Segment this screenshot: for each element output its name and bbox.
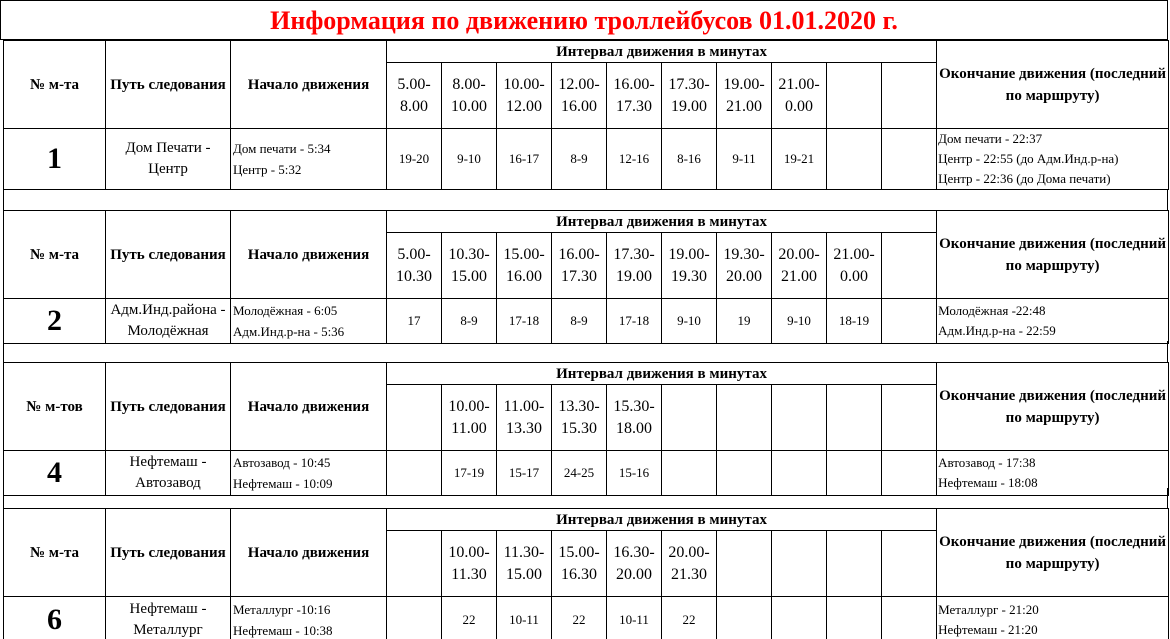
- time-slot: 16.30- 20.00: [607, 531, 662, 597]
- interval-value: 22: [442, 597, 497, 639]
- time-slot: 10.00- 11.00: [442, 385, 497, 451]
- interval-value: 8-9: [552, 299, 607, 344]
- time-slot: 19.00- 19.30: [662, 233, 717, 299]
- interval-value: 19: [717, 299, 772, 344]
- time-slot: 5.00- 8.00: [387, 63, 442, 129]
- interval-value: 8-16: [662, 129, 717, 190]
- start-times: [231, 129, 387, 190]
- end-times: [937, 299, 1169, 344]
- time-slot: 5.00- 10.30: [387, 233, 442, 299]
- start-header: Начало движения: [231, 509, 387, 597]
- time-slot: 15.00- 16.30: [552, 531, 607, 597]
- end-header: Окончание движения (последний по маршруту): [937, 211, 1169, 299]
- end-time: Автозавод - 17:38: [938, 455, 1036, 470]
- interval-value: 17-18: [497, 299, 552, 344]
- time-slot: [662, 385, 717, 451]
- end-time: Центр - 22:36 (до Дома печати): [938, 171, 1111, 186]
- route-path: Дом Печати - Центр: [106, 129, 231, 190]
- interval-value: [717, 597, 772, 639]
- start-times: [231, 597, 387, 639]
- time-slot: 20.00- 21.00: [772, 233, 827, 299]
- interval-value: [882, 129, 937, 190]
- interval-header: Интервал движения в минутах: [387, 363, 937, 385]
- start-time: Нефтемаш - 10:09: [233, 476, 333, 491]
- end-time: Дом печати - 22:37: [938, 131, 1043, 146]
- start-header: Начало движения: [231, 41, 387, 129]
- interval-value: 8-9: [442, 299, 497, 344]
- interval-value: 12-16: [607, 129, 662, 190]
- time-slot: [717, 385, 772, 451]
- interval-header: Интервал движения в минутах: [387, 211, 937, 233]
- time-slot: 11.00- 13.30: [497, 385, 552, 451]
- interval-value: [827, 129, 882, 190]
- time-slot: 15.00- 16.00: [497, 233, 552, 299]
- time-slot: [387, 531, 442, 597]
- table-row: [4, 299, 1169, 344]
- interval-value: 19-20: [387, 129, 442, 190]
- route-table: [3, 362, 1169, 496]
- time-slot: 16.00- 17.30: [552, 233, 607, 299]
- interval-value: 18-19: [827, 299, 882, 344]
- route-path: Адм.Инд.района - Молодёжная: [106, 299, 231, 344]
- time-slot: [827, 531, 882, 597]
- start-time: Молодёжная - 6:05: [233, 303, 338, 318]
- end-times: [937, 597, 1169, 639]
- table-row: [4, 129, 1169, 190]
- route-table: [3, 508, 1169, 639]
- end-time: Нефтемаш - 21:20: [938, 621, 1038, 637]
- interval-value: [387, 597, 442, 639]
- route-number-header: № м-тов: [4, 363, 106, 451]
- path-header: Путь следования: [106, 41, 231, 129]
- page-title: Информация по движению троллейбусов 01.01.2020 г.: [0, 0, 1168, 40]
- time-slot: [772, 531, 827, 597]
- end-time: Центр - 22:55 (до Адм.Инд.р-на): [938, 151, 1119, 166]
- table-spacer: [3, 341, 1168, 362]
- interval-value: 9-11: [717, 129, 772, 190]
- interval-value: 19-21: [772, 129, 827, 190]
- start-times: [231, 299, 387, 344]
- end-times: [937, 129, 1169, 190]
- start-time: Автозавод - 10:45: [233, 455, 331, 470]
- end-time: Молодёжная -22:48: [938, 303, 1046, 318]
- table-spacer: [3, 190, 1168, 210]
- start-time: Дом печати - 5:34: [233, 141, 331, 156]
- time-slot: [882, 63, 937, 129]
- interval-value: 9-10: [772, 299, 827, 344]
- interval-value: 22: [662, 597, 717, 639]
- end-header: Окончание движения (последний по маршруту): [937, 509, 1169, 597]
- interval-value: [827, 597, 882, 639]
- end-time: Металлург - 21:20: [938, 601, 1039, 617]
- interval-value: 10-11: [497, 597, 552, 639]
- interval-value: 22: [552, 597, 607, 639]
- time-slot: 21.00- 0.00: [827, 233, 882, 299]
- interval-value: [882, 299, 937, 344]
- time-slot: [882, 531, 937, 597]
- time-slot: [827, 63, 882, 129]
- interval-value: 17-18: [607, 299, 662, 344]
- route-number: 1: [4, 129, 106, 190]
- route-table: [3, 210, 1169, 344]
- interval-value: 15-16: [607, 451, 662, 496]
- route-table: [3, 40, 1169, 190]
- route-path: Нефтемаш - Металлург: [106, 597, 231, 639]
- table-row: [4, 597, 1169, 639]
- end-header: Окончание движения (последний по маршруту): [937, 363, 1169, 451]
- interval-value: 9-10: [442, 129, 497, 190]
- time-slot: [772, 385, 827, 451]
- interval-value: 15-17: [497, 451, 552, 496]
- time-slot: 12.00- 16.00: [552, 63, 607, 129]
- route-number: 6: [4, 597, 106, 639]
- route-number-header: № м-та: [4, 41, 106, 129]
- time-slot: 8.00- 10.00: [442, 63, 497, 129]
- time-slot: 11.30- 15.00: [497, 531, 552, 597]
- interval-value: 10-11: [607, 597, 662, 639]
- route-number: 2: [4, 299, 106, 344]
- time-slot: 17.30- 19.00: [607, 233, 662, 299]
- start-header: Начало движения: [231, 363, 387, 451]
- interval-value: 8-9: [552, 129, 607, 190]
- time-slot: 19.00- 21.00: [717, 63, 772, 129]
- start-time: Металлург -10:16: [233, 601, 331, 617]
- end-time: Нефтемаш - 18:08: [938, 475, 1038, 490]
- route-path: Нефтемаш - Автозавод: [106, 451, 231, 496]
- interval-value: 16-17: [497, 129, 552, 190]
- interval-value: 17-19: [442, 451, 497, 496]
- end-header: Окончание движения (последний по маршруту): [937, 41, 1169, 129]
- time-slot: 15.30- 18.00: [607, 385, 662, 451]
- time-slot: [387, 385, 442, 451]
- path-header: Путь следования: [106, 211, 231, 299]
- interval-value: [772, 597, 827, 639]
- time-slot: [717, 531, 772, 597]
- time-slot: 17.30- 19.00: [662, 63, 717, 129]
- interval-value: 9-10: [662, 299, 717, 344]
- time-slot: 16.00- 17.30: [607, 63, 662, 129]
- start-time: Нефтемаш - 10:38: [233, 622, 333, 638]
- interval-value: 17: [387, 299, 442, 344]
- interval-value: [882, 597, 937, 639]
- end-time: Адм.Инд.р-на - 22:59: [938, 323, 1056, 338]
- route-number: 4: [4, 451, 106, 496]
- time-slot: 10.00- 11.30: [442, 531, 497, 597]
- table-spacer: [3, 488, 1168, 508]
- time-slot: [827, 385, 882, 451]
- interval-value: 24-25: [552, 451, 607, 496]
- path-header: Путь следования: [106, 509, 231, 597]
- time-slot: [882, 233, 937, 299]
- start-time: Центр - 5:32: [233, 162, 302, 177]
- interval-header: Интервал движения в минутах: [387, 509, 937, 531]
- interval-header: Интервал движения в минутах: [387, 41, 937, 63]
- path-header: Путь следования: [106, 363, 231, 451]
- time-slot: [882, 385, 937, 451]
- time-slot: 19.30- 20.00: [717, 233, 772, 299]
- start-header: Начало движения: [231, 211, 387, 299]
- time-slot: 21.00- 0.00: [772, 63, 827, 129]
- time-slot: 13.30- 15.30: [552, 385, 607, 451]
- route-number-header: № м-та: [4, 211, 106, 299]
- route-number-header: № м-та: [4, 509, 106, 597]
- start-time: Адм.Инд.р-на - 5:36: [233, 324, 345, 339]
- time-slot: 10.00- 12.00: [497, 63, 552, 129]
- time-slot: 20.00- 21.30: [662, 531, 717, 597]
- time-slot: 10.30- 15.00: [442, 233, 497, 299]
